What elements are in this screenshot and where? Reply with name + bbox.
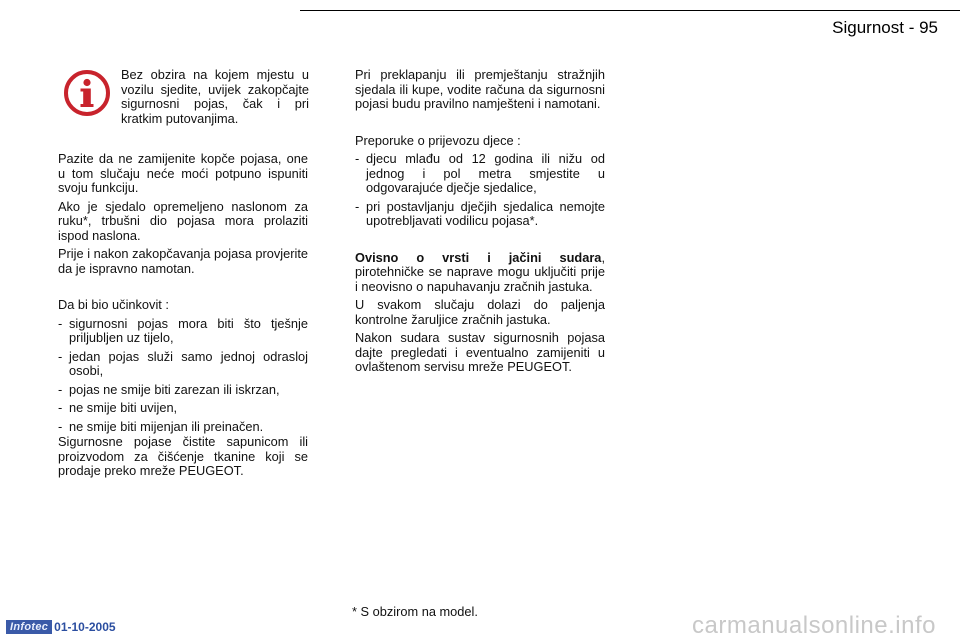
paragraph-children-heading: Preporuke o prijevozu djece : xyxy=(355,132,521,148)
header-rule xyxy=(300,10,960,11)
paragraph-buckle: Pazite da ne zamijenite kopče pojasa, one u tom slučaju neće moći potpuno ispuniti svoju funkciju. xyxy=(58,151,308,195)
date-label: 01-10-2005 xyxy=(54,620,116,634)
list-item: - pri postavljanju dječjih sjedalica nemojte upotrebljavati vodilicu pojasa*. xyxy=(355,200,605,229)
paragraph-folding: Pri preklapanju ili premještanju stražnjih sjedala ili kupe, vodite računa da sigurnosni pojasi budu pravilno namješteni i namotani. xyxy=(355,67,605,111)
pyrotechnic-rest: , pirotehničke se naprave mogu uključiti prije i neovisno o napuhavanju zračnih jastuka. xyxy=(355,249,605,294)
info-icon xyxy=(62,68,112,118)
paragraph-pyrotechnic xyxy=(355,251,605,295)
list-item: - ne smije biti uvijen, xyxy=(58,401,308,416)
right-column xyxy=(355,68,605,375)
paragraph-effective: Da bi bio učinkovit : xyxy=(58,297,169,312)
brand-label: Infotec xyxy=(6,620,52,634)
paragraph-warning-light: U svakom slučaju dolazi do paljenja kontrolne žaruljice zračnih jastuka. xyxy=(355,297,605,327)
paragraph-armrest: Ako je sjedalo opremeljeno naslonom za ruku*, trbušni dio pojasa mora prolaziti ispod naslona. xyxy=(58,198,308,243)
footnote: * S obzirom na model. xyxy=(352,604,478,619)
watermark: carmanualsonline.info xyxy=(692,612,936,639)
page-title: Sigurnost - 95 xyxy=(832,18,938,37)
bold-lead: Ovisno o vrsti i jačini sudara xyxy=(355,249,602,265)
info-warning-text: Bez obzira na kojem mjestu u vozilu sjedite, uvijek zakopčajte sigurnosni pojas, čak i pri kratkim putovanjima. xyxy=(121,67,309,126)
left-column xyxy=(58,152,308,479)
page-header xyxy=(0,0,960,50)
list-item: - sigurnosni pojas mora biti što tješnje priljubljen uz tijelo, xyxy=(58,317,308,346)
list-item: - jedan pojas služi samo jednoj odrasloj osobi, xyxy=(58,350,308,379)
paragraph-service: Nakon sudara sustav sigurnosnih pojasa dajte pregledati i eventualno zamijeniti u ovlaštenom servisu mreže PEUGEOT. xyxy=(355,330,605,374)
paragraph-cleaning: Sigurnosne pojase čistite sapunicom ili proizvodom za čišćenje tkanine koji se prodaje preko mreže PEUGEOT. xyxy=(58,434,308,478)
children-list xyxy=(355,152,605,229)
list-item: - djecu mlađu od 12 godina ili nižu od jednog i pol metra smjestite u odgovarajuće dječje sjedalice, xyxy=(355,152,605,196)
list-item: - ne smije biti mijenjan ili preinačen. xyxy=(58,420,308,435)
footer xyxy=(6,620,116,634)
list-item: - pojas ne smije biti zarezan ili iskrzan, xyxy=(58,383,308,398)
paragraph-rewind: Prije i nakon zakopčavanja pojasa provjerite da je ispravno namotan. xyxy=(58,246,308,276)
effectiveness-list xyxy=(58,317,308,435)
